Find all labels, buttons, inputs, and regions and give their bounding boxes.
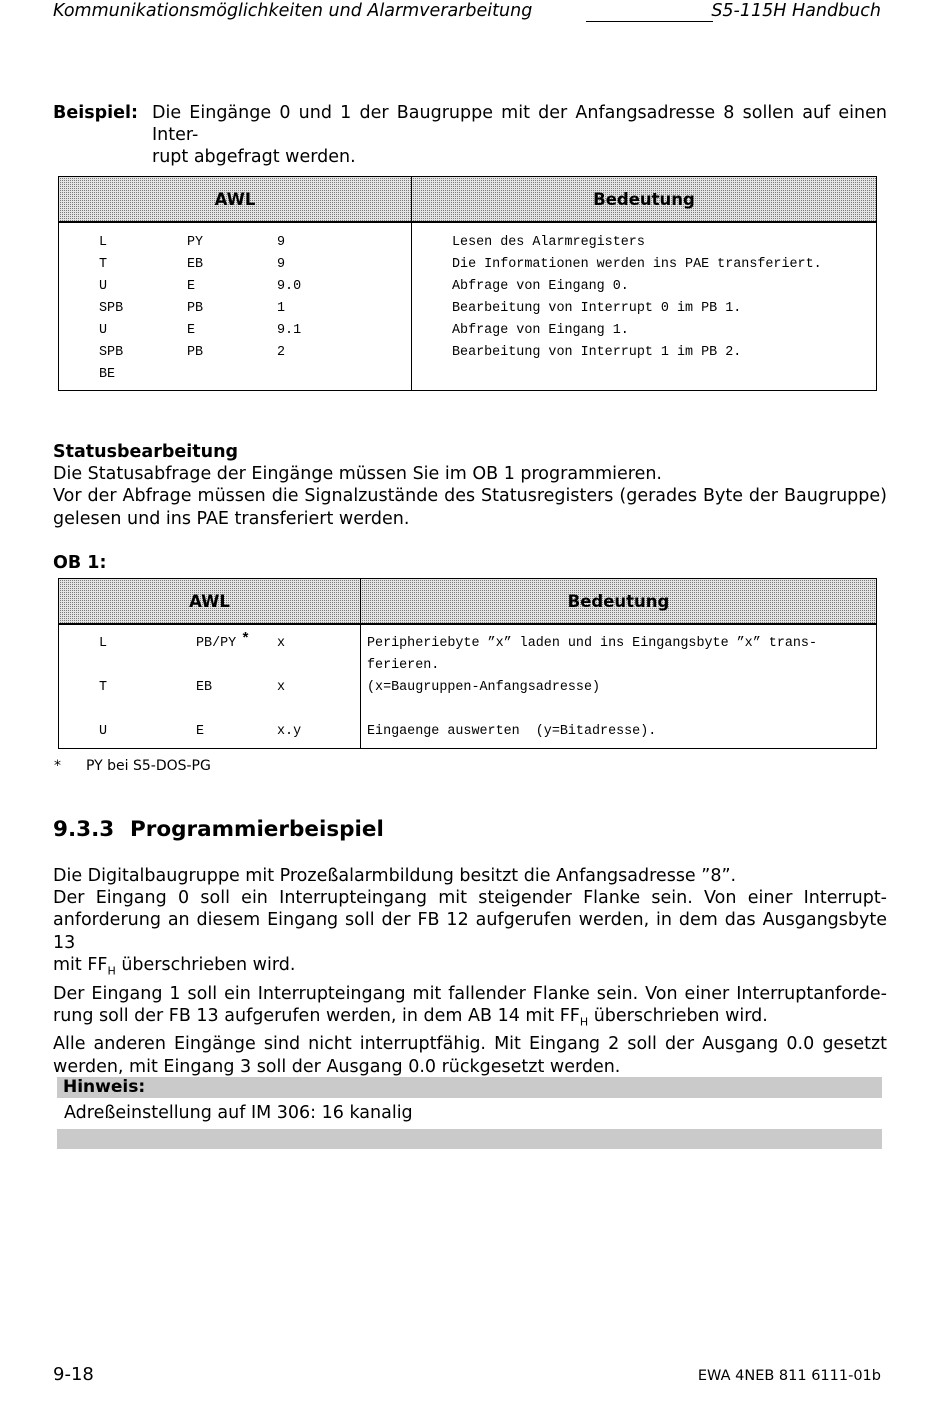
status-heading: Statusbearbeitung xyxy=(53,442,239,462)
ob1-meaning-row xyxy=(367,633,876,677)
meaning-row xyxy=(452,364,876,386)
instruction-opcode: T xyxy=(99,680,108,695)
instruction-operand: PB/PY xyxy=(196,636,237,651)
instruction-address: x xyxy=(277,680,286,695)
paragraph-3-line-2 xyxy=(53,1005,887,1034)
instruction-opcode: L xyxy=(99,235,108,250)
meaning-row xyxy=(452,342,876,364)
note-text: Adreßeinstellung auf IM 306: 16 kanalig xyxy=(64,1103,413,1123)
note-bottom-bar xyxy=(57,1129,882,1149)
ob1-bedeutung-column-header: Bedeutung xyxy=(361,579,877,625)
header-manual-title: S5-115H Handbuch xyxy=(711,1,881,21)
awl-instruction-row xyxy=(59,320,411,342)
instruction-operand: E xyxy=(187,279,196,294)
footnote-mark: * xyxy=(54,758,61,774)
meaning-row xyxy=(452,276,876,298)
footnote-star: * xyxy=(241,631,251,648)
instruction-opcode: T xyxy=(99,257,108,272)
paragraph-2-line-3 xyxy=(53,954,887,983)
paragraph-2-line-1: Der Eingang 0 soll ein Interrupteingang mit steigender Flanke sein. Von einer Interrupt- xyxy=(53,888,887,909)
awl-instruction-row xyxy=(59,298,411,320)
instruction-operand: EB xyxy=(187,257,204,272)
instruction-operand: PY xyxy=(187,235,204,250)
ob1-awl-code-cell xyxy=(59,624,361,749)
header-chapter-title: Kommunikationsmöglichkeiten und Alarmverarbeitung xyxy=(53,1,533,21)
awl-instruction-row xyxy=(59,342,411,364)
instruction-address: 1 xyxy=(277,301,286,316)
bedeutung-column-header: Bedeutung xyxy=(412,177,877,223)
instruction-operand: E xyxy=(196,724,205,739)
instruction-opcode: U xyxy=(99,279,108,294)
instruction-meaning: (x=Baugruppen-Anfangsadresse) xyxy=(367,680,601,695)
instruction-address: 9.0 xyxy=(277,279,302,294)
instruction-operand: EB xyxy=(196,680,213,695)
ob1-instruction-row xyxy=(59,677,360,721)
meaning-row xyxy=(452,232,876,254)
hex-subscript: H xyxy=(107,964,116,978)
awl-instruction-row xyxy=(59,232,411,254)
instruction-opcode: SPB xyxy=(99,345,124,360)
status-line-1: Die Statusabfrage der Eingänge müssen Sie im OB 1 programmieren. xyxy=(53,464,662,485)
header-rule xyxy=(586,21,713,22)
paragraph-4-line-2: werden, mit Eingang 3 soll der Ausgang 0.0 rückgesetzt werden. xyxy=(53,1056,621,1077)
document-id: EWA 4NEB 811 6111-01b xyxy=(697,1368,881,1384)
instruction-address: 2 xyxy=(277,345,286,360)
section-title: Programmierbeispiel xyxy=(130,817,384,842)
example-line-2: rupt abgefragt werden. xyxy=(152,147,356,168)
instruction-meaning: Die Informationen werden ins PAE transferiert. xyxy=(452,257,822,272)
awl-instruction-row xyxy=(59,254,411,276)
instruction-opcode: U xyxy=(99,323,108,338)
bedeutung-cell xyxy=(412,222,877,391)
instruction-meaning-continued: ferieren. xyxy=(367,658,440,673)
paragraph-1: Die Digitalbaugruppe mit Prozeßalarmbildung besitzt die Anfangsadresse ”8”. xyxy=(53,866,737,886)
ob1-meaning-row xyxy=(367,677,876,721)
ob1-bedeutung-cell xyxy=(361,624,877,749)
instruction-address: x.y xyxy=(277,724,302,739)
ob1-awl-column-header: AWL xyxy=(59,579,361,625)
instruction-meaning: Lesen des Alarmregisters xyxy=(452,235,645,250)
meaning-row xyxy=(452,254,876,276)
ob1-instruction-row xyxy=(59,721,360,743)
instruction-opcode: BE xyxy=(99,367,116,382)
section-number: 9.3.3 xyxy=(53,817,115,842)
awl-instruction-row xyxy=(59,276,411,298)
paragraph-2-tail: überschrieben wird. xyxy=(115,954,296,975)
status-section xyxy=(53,441,887,530)
example-text xyxy=(152,102,887,169)
paragraph-2-line-2: anforderung an diesem Eingang soll der FB 12 aufgerufen werden, in dem das Ausgangsbyte 13 xyxy=(53,910,887,953)
awl-instruction-row xyxy=(59,364,411,386)
paragraph-3-head: rung soll der FB 13 aufgerufen werden, in dem AB 14 mit FF xyxy=(53,1005,580,1026)
instruction-operand: E xyxy=(187,323,196,338)
instruction-meaning: Abfrage von Eingang 1. xyxy=(452,323,629,338)
page-number: 9-18 xyxy=(53,1364,94,1385)
paragraph-4-line-1: Alle anderen Eingänge sind nicht interruptfähig. Mit Eingang 2 soll der Ausgang 0.0 gesetzt xyxy=(53,1034,887,1055)
ob1-meaning-row xyxy=(367,721,876,743)
instruction-opcode: SPB xyxy=(99,301,124,316)
ob1-instruction-row xyxy=(59,633,360,677)
instruction-opcode: U xyxy=(99,724,108,739)
status-line-2: Vor der Abfrage müssen die Signalzustände des Statusregisters (gerades Byte der Baugruppe) xyxy=(53,486,887,507)
example-line-1: Die Eingänge 0 und 1 der Baugruppe mit der Anfangsadresse 8 sollen auf einen Inter- xyxy=(152,103,887,146)
instruction-meaning: Peripheriebyte ”x” laden und ins Eingangsbyte ”x” trans- xyxy=(367,636,817,651)
instruction-operand: PB xyxy=(187,345,204,360)
awl-column-header: AWL xyxy=(59,177,412,223)
instruction-address: 9.1 xyxy=(277,323,302,338)
paragraph-3-tail: überschrieben wird. xyxy=(588,1005,768,1026)
meaning-row xyxy=(452,320,876,342)
awl-code-cell xyxy=(59,222,412,391)
instruction-address: 9 xyxy=(277,235,286,250)
instruction-meaning: Abfrage von Eingang 0. xyxy=(452,279,629,294)
awl-table-example xyxy=(58,176,877,391)
running-header xyxy=(53,0,881,24)
hex-subscript: H xyxy=(579,1015,589,1029)
section-body xyxy=(53,865,887,1078)
footnote-text: PY bei S5-DOS-PG xyxy=(86,758,211,774)
paragraph-3-line-1: Der Eingang 1 soll ein Interrupteingang mit fallender Flanke sein. Von einer Interruptanforde- xyxy=(53,983,887,1004)
instruction-meaning: Bearbeitung von Interrupt 1 im PB 2. xyxy=(452,345,742,360)
awl-table-ob1 xyxy=(58,578,877,749)
instruction-operand: PB xyxy=(187,301,204,316)
ff-text: mit FF xyxy=(53,954,108,975)
ob1-label: OB 1: xyxy=(53,553,107,573)
meaning-row xyxy=(452,298,876,320)
instruction-address: 9 xyxy=(277,257,286,272)
instruction-address: x xyxy=(277,636,286,651)
instruction-opcode: L xyxy=(99,636,108,651)
note-title: Hinweis: xyxy=(63,1077,146,1097)
note-title-bar xyxy=(57,1077,882,1098)
status-line-3: gelesen und ins PAE transferiert werden. xyxy=(53,508,410,529)
instruction-meaning: Eingaenge auswerten (y=Bitadresse). xyxy=(367,724,657,739)
example-label: Beispiel: xyxy=(53,103,139,123)
instruction-meaning: Bearbeitung von Interrupt 0 im PB 1. xyxy=(452,301,742,316)
